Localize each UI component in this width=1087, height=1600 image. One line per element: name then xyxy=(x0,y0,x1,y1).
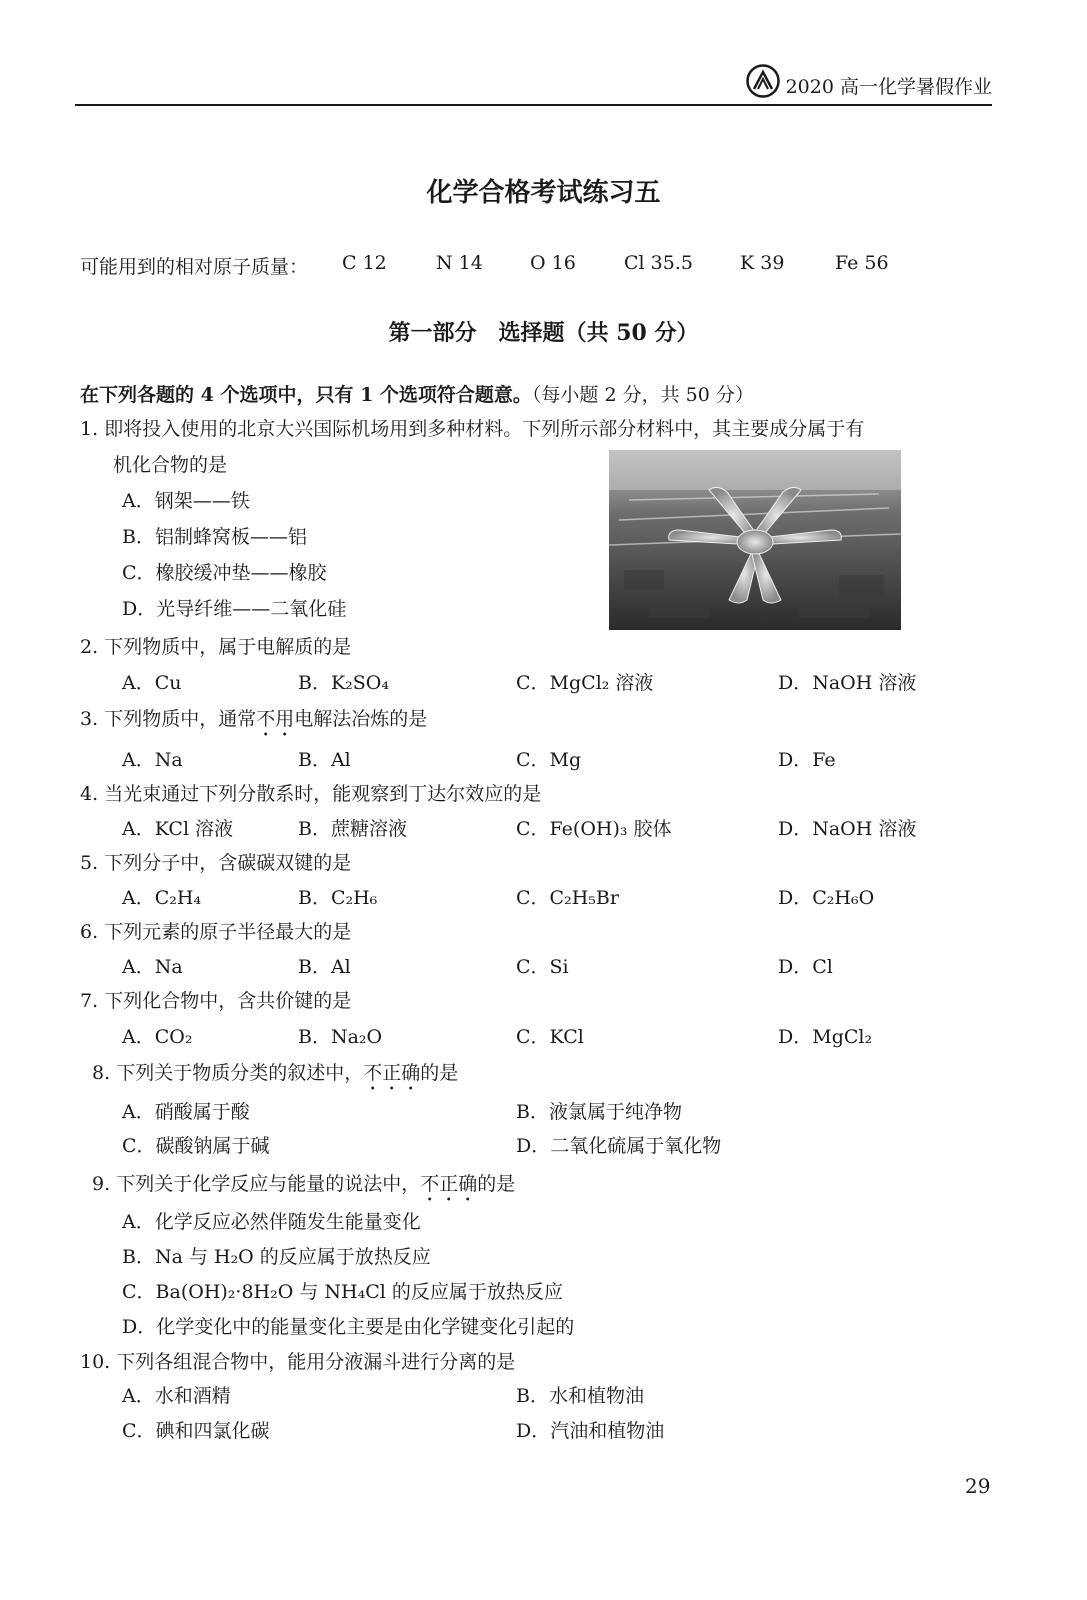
option-d: D．二氧化硫属于氧化物 xyxy=(516,1135,722,1157)
option-a: A．Na xyxy=(122,749,183,771)
question-stem: 下列化合物中，含共价键的是 xyxy=(104,990,352,1012)
option-b: B．C₂H₆ xyxy=(298,887,378,909)
option-c: C．Mg xyxy=(516,749,582,771)
question-number: 9. xyxy=(92,1173,111,1195)
option-d: D．MgCl₂ xyxy=(778,1026,873,1048)
option-a: A．Cu xyxy=(122,672,182,694)
option-c: C．碘和四氯化碳 xyxy=(122,1420,270,1442)
emphasized-text: 不正确 xyxy=(363,1062,421,1084)
option-a: A．Na xyxy=(122,956,183,978)
option-a: A．化学反应必然伴随发生能量变化 xyxy=(122,1211,421,1233)
question-4 xyxy=(80,785,541,804)
option-d: D．NaOH 溶液 xyxy=(778,818,917,840)
option-b: B．铝制蜂窝板——铝 xyxy=(122,526,307,548)
header-rule xyxy=(75,104,992,106)
option-a: A．水和酒精 xyxy=(122,1385,231,1407)
atomic-mass-item: O 16 xyxy=(530,252,576,274)
option-d: D．NaOH 溶液 xyxy=(778,672,917,694)
option-d: D．光导纤维——二氧化硅 xyxy=(122,598,347,620)
atomic-mass-item: Cl 35.5 xyxy=(624,252,693,274)
option-c: C．MgCl₂ 溶液 xyxy=(516,672,654,694)
option-b: B．液氯属于纯净物 xyxy=(516,1101,682,1123)
question-stem: 下列分子中，含碳碳双键的是 xyxy=(104,852,352,874)
option-b: B．蔗糖溶液 xyxy=(298,818,407,840)
question-5 xyxy=(80,854,351,873)
page-header xyxy=(75,62,992,106)
atomic-mass-item: C 12 xyxy=(342,252,387,274)
question-9 xyxy=(92,1173,515,1206)
airport-aerial-photo xyxy=(609,450,901,630)
atomic-mass-item: Fe 56 xyxy=(835,252,889,274)
page-number: 29 xyxy=(965,1474,991,1498)
question-1 xyxy=(80,420,864,439)
option-d: D．Fe xyxy=(778,749,836,771)
question-6 xyxy=(80,923,351,942)
question-stem: 下列物质中，属于电解质的是 xyxy=(104,636,352,658)
instructions-score: （每小题 2 分，共 50 分） xyxy=(531,384,754,406)
atomic-mass-item: N 14 xyxy=(436,252,483,274)
option-b: B．水和植物油 xyxy=(516,1385,644,1407)
question-10 xyxy=(80,1353,515,1372)
publisher-logo-icon xyxy=(746,64,780,98)
option-a: A．钢架——铁 xyxy=(122,490,250,512)
option-c: C．Fe(OH)₃ 胶体 xyxy=(516,818,672,840)
question-number: 2. xyxy=(80,636,99,658)
question-1-continued: 机化合物的是 xyxy=(113,454,228,476)
question-number: 3. xyxy=(80,708,99,730)
question-number: 8. xyxy=(92,1062,111,1084)
option-a: A．KCl 溶液 xyxy=(122,818,234,840)
option-c: C．碳酸钠属于碱 xyxy=(122,1135,270,1157)
option-c: C．Ba(OH)₂·8H₂O 与 NH₄Cl 的反应属于放热反应 xyxy=(122,1281,563,1303)
option-c: C．Si xyxy=(516,956,569,978)
option-a: A．硝酸属于酸 xyxy=(122,1101,250,1123)
question-number: 5. xyxy=(80,852,99,874)
instructions-bold: 在下列各题的 4 个选项中，只有 1 个选项符合题意。 xyxy=(80,384,532,406)
question-stem-end: 的是 xyxy=(477,1173,516,1195)
option-b: B．Al xyxy=(298,956,351,978)
emphasized-text: 不正确 xyxy=(420,1173,478,1195)
question-stem: 下列关于化学反应与能量的说法中， xyxy=(116,1173,421,1195)
question-number: 4. xyxy=(80,783,99,805)
question-number: 7. xyxy=(80,990,99,1012)
part-title: 第一部分 选择题（共 50 分） xyxy=(388,320,699,346)
option-b: B．Na 与 H₂O 的反应属于放热反应 xyxy=(122,1246,431,1268)
question-stem: 下列关于物质分类的叙述中， xyxy=(116,1062,364,1084)
question-8 xyxy=(92,1062,458,1095)
question-7 xyxy=(80,992,351,1011)
question-stem: 下列元素的原子半径最大的是 xyxy=(104,921,352,943)
question-stem: 下列物质中，通常 xyxy=(104,708,257,730)
option-c: C．KCl xyxy=(516,1026,584,1048)
option-b: B．Na₂O xyxy=(298,1026,383,1048)
emphasized-text: 不用 xyxy=(256,708,295,730)
header-title: 2020 高一化学暑假作业 xyxy=(785,76,992,98)
atomic-mass-item: K 39 xyxy=(740,252,785,274)
question-number: 6. xyxy=(80,921,99,943)
question-3 xyxy=(80,708,427,741)
option-b: B．Al xyxy=(298,749,351,771)
question-stem: 下列各组混合物中，能用分液漏斗进行分离的是 xyxy=(116,1351,516,1373)
option-a: A．CO₂ xyxy=(122,1026,193,1048)
question-stem-end: 电解法冶炼的是 xyxy=(294,708,428,730)
question-stem: 当光束通过下列分散系时，能观察到丁达尔效应的是 xyxy=(104,783,542,805)
option-a: A．C₂H₄ xyxy=(122,887,202,909)
option-c: C．C₂H₅Br xyxy=(516,887,619,909)
question-stem: 即将投入使用的北京大兴国际机场用到多种材料。下列所示部分材料中，其主要成分属于有 xyxy=(104,418,865,440)
instructions xyxy=(80,380,754,407)
question-number: 1. xyxy=(80,418,99,440)
question-number: 10. xyxy=(80,1351,111,1373)
atomic-masses-prefix: 可能用到的相对原子质量： xyxy=(80,256,309,278)
option-b: B．K₂SO₄ xyxy=(298,672,389,694)
option-d: D．汽油和植物油 xyxy=(516,1420,665,1442)
option-d: D．Cl xyxy=(778,956,833,978)
option-c: C．橡胶缓冲垫——橡胶 xyxy=(122,562,327,584)
option-d: D．化学变化中的能量变化主要是由化学键变化引起的 xyxy=(122,1316,575,1338)
document-title: 化学合格考试练习五 xyxy=(426,178,661,208)
option-d: D．C₂H₆O xyxy=(778,887,875,909)
question-2 xyxy=(80,638,351,657)
question-stem-end: 的是 xyxy=(420,1062,459,1084)
